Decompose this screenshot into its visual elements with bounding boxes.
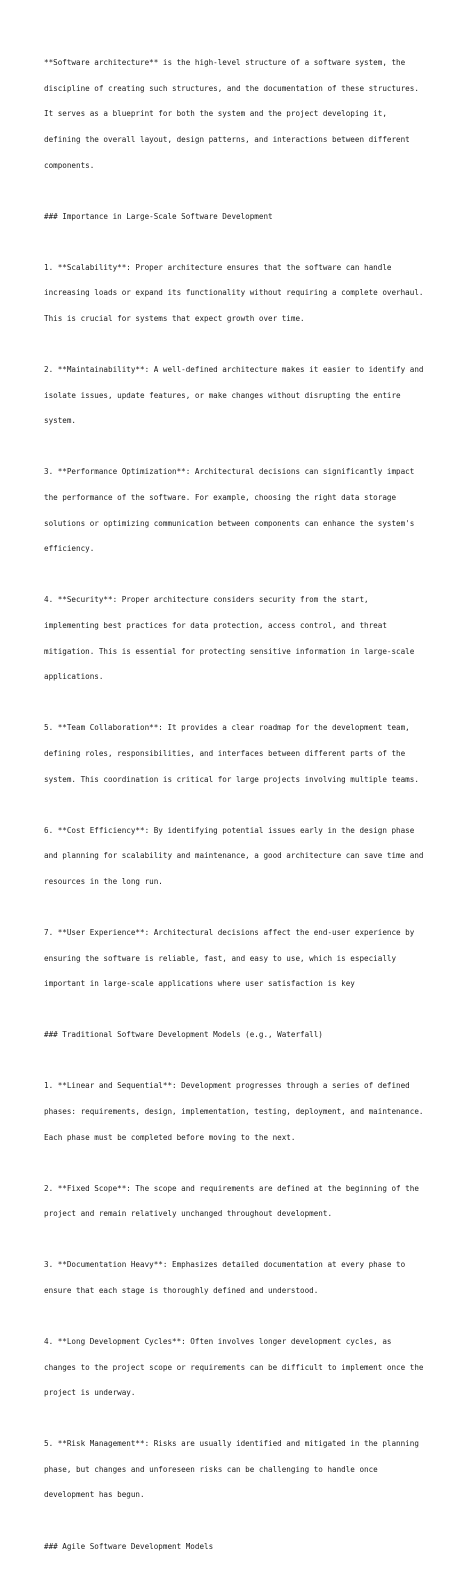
text-line: applications. <box>44 672 104 682</box>
text-line: project is underway. <box>44 1388 136 1398</box>
heading-line: ### Importance in Large-Scale Software Development <box>44 211 273 221</box>
document-page <box>44 42 436 1576</box>
text-line: 4. **Long Development Cycles**: Often involves longer development cycles, as <box>44 1336 392 1346</box>
list-item-maintainability <box>44 349 436 443</box>
list-item-security <box>44 579 436 699</box>
list-item-performance <box>44 451 436 571</box>
text-line: mitigation. This is essential for protecting sensitive information in large-scale <box>44 646 415 656</box>
text-line: **Software architecture** is the high-level structure of a software system, the <box>44 58 406 68</box>
text-line: 1. **Scalability**: Proper architecture ensures that the software can handle <box>44 262 392 272</box>
text-line: development has begun. <box>44 1490 145 1500</box>
text-line: 3. **Performance Optimization**: Architectural decisions can significantly impact <box>44 467 415 477</box>
text-line: Each phase must be completed before moving to the next. <box>44 1132 296 1142</box>
section-heading-importance <box>44 196 436 239</box>
heading-line: ### Agile Software Development Models <box>44 1541 214 1551</box>
text-line: system. This coordination is critical for large projects involving multiple teams. <box>44 774 419 784</box>
list-item-user-experience <box>44 912 436 1006</box>
text-line: resources in the long run. <box>44 876 163 886</box>
text-line: defining roles, responsibilities, and interfaces between different parts of the <box>44 748 406 758</box>
list-item-linear-sequential <box>44 1065 436 1159</box>
text-line: components. <box>44 160 95 170</box>
list-item-documentation-heavy <box>44 1244 436 1312</box>
list-item-fixed-scope <box>44 1167 436 1235</box>
text-line: discipline of creating such structures, and the documentation of these structures. <box>44 83 419 93</box>
text-line: 4. **Security**: Proper architecture considers security from the start, <box>44 595 369 605</box>
text-line: 7. **User Experience**: Architectural decisions affect the end-user experience by <box>44 927 415 937</box>
text-line: changes to the project scope or requirements can be difficult to implement once the <box>44 1362 424 1372</box>
text-line: 5. **Team Collaboration**: It provides a clear roadmap for the development team, <box>44 723 410 733</box>
list-item-cost-efficiency <box>44 809 436 903</box>
text-line: 2. **Fixed Scope**: The scope and requirements are defined at the beginning of the <box>44 1183 419 1193</box>
text-line: ensuring the software is reliable, fast, and easy to use, which is especially <box>44 953 397 963</box>
text-line: increasing loads or expand its functionality without requiring a complete overhaul. <box>44 288 424 298</box>
intro-paragraph <box>44 42 436 187</box>
list-item-scalability <box>44 247 436 341</box>
list-item-risk-management <box>44 1423 436 1517</box>
text-line: implementing best practices for data protection, access control, and threat <box>44 620 387 630</box>
text-line: 6. **Cost Efficiency**: By identifying potential issues early in the design phase <box>44 825 415 835</box>
text-line: 2. **Maintainability**: A well-defined architecture makes it easier to identify and <box>44 365 424 375</box>
text-line: 5. **Risk Management**: Risks are usually identified and mitigated in the planning <box>44 1439 419 1449</box>
text-line: phase, but changes and unforeseen risks can be challenging to handle once <box>44 1464 378 1474</box>
text-line: phases: requirements, design, implementation, testing, deployment, and maintenance. <box>44 1106 424 1116</box>
heading-line: ### Traditional Software Development Models (e.g., Waterfall) <box>44 1030 323 1040</box>
text-line: important in large-scale applications where user satisfaction is key <box>44 979 355 989</box>
text-line: isolate issues, update features, or make changes without disrupting the entire <box>44 390 401 400</box>
text-line: the performance of the software. For example, choosing the right data storage <box>44 492 397 502</box>
text-line: and planning for scalability and maintenance, a good architecture can save time and <box>44 851 424 861</box>
section-heading-agile <box>44 1525 436 1568</box>
text-line: system. <box>44 416 77 426</box>
text-line: It serves as a blueprint for both the system and the project developing it, <box>44 109 387 119</box>
list-item-team-collaboration <box>44 707 436 801</box>
text-line: This is crucial for systems that expect growth over time. <box>44 314 305 323</box>
text-line: 3. **Documentation Heavy**: Emphasizes detailed documentation at every phase to <box>44 1260 406 1270</box>
text-line: efficiency. <box>44 544 95 554</box>
list-item-long-cycles <box>44 1321 436 1415</box>
text-line: ensure that each stage is thoroughly defined and understood. <box>44 1285 319 1295</box>
text-line: project and remain relatively unchanged throughout development. <box>44 1209 333 1219</box>
section-heading-traditional <box>44 1014 436 1057</box>
text-line: solutions or optimizing communication between components can enhance the system's <box>44 518 415 528</box>
text-line: defining the overall layout, design patterns, and interactions between different <box>44 135 410 145</box>
text-line: 1. **Linear and Sequential**: Development progresses through a series of defined <box>44 1081 410 1091</box>
